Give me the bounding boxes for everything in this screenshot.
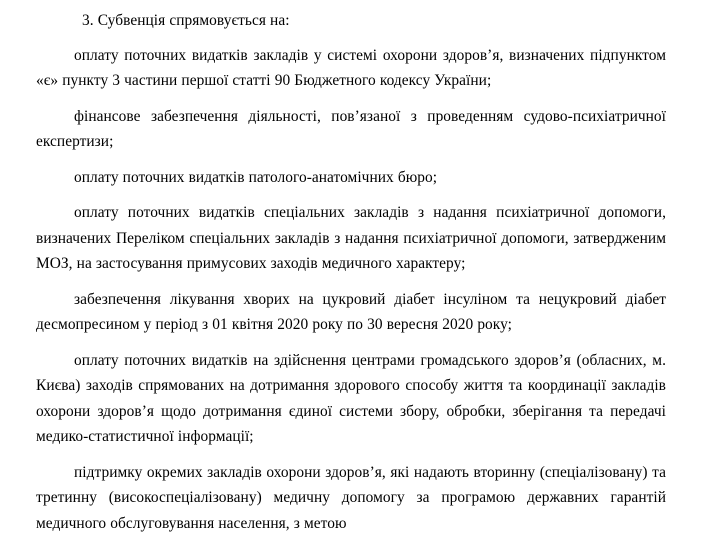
- paragraph-current-expenses-health-system: оплату поточних видатків закладів у системі охорони здоров’я, визначених підпунктом «є» пункту 3 частини першої статті 90 Бюджетного кодексу України;: [36, 46, 666, 89]
- paragraph-intro: 3. Субвенція спрямовується на:: [82, 12, 290, 29]
- paragraph-special-psychiatric-institutions: оплату поточних видатків спеціальних закладів з надання психіатричної допомоги, визначених Переліком спеціальних закладів з надання психіатричної допомоги, затвердженим МОЗ, на застосування примусових заходів медичного характеру;: [36, 204, 666, 272]
- paragraph-forensic-psychiatric-examination: фінансове забезпечення діяльності, пов’язаної з проведенням судово-психіатричної експертизи;: [36, 107, 666, 150]
- paragraph-diabetes-treatment: забезпечення лікування хворих на цукровий діабет інсуліном та нецукровий діабет десмопресином у період з 01 квітня 2020 року по 30 вересня 2020 року;: [36, 290, 666, 333]
- paragraph-support-secondary-tertiary-care: підтримку окремих закладів охорони здоров’я, які надають вторинну (спеціалізовану) та третинну (високоспеціалізовану) медичну допомогу за програмою державних гарантій медичного обслуговування населення, з метою: [36, 463, 666, 532]
- paragraph-pathological-anatomy-bureaus: оплату поточних видатків патолого-анатомічних бюро;: [74, 168, 438, 186]
- paragraph-public-health-centers: оплату поточних видатків на здійснення центрами громадського здоров’я (обласних, м. Києва) заходів спрямованих на дотримання здорового способу життя та координації закладів охорони здоров’я щодо дотримання єдиної системи збору, обробки, зберігання та передачі медико-статистичної інформації;: [36, 351, 666, 445]
